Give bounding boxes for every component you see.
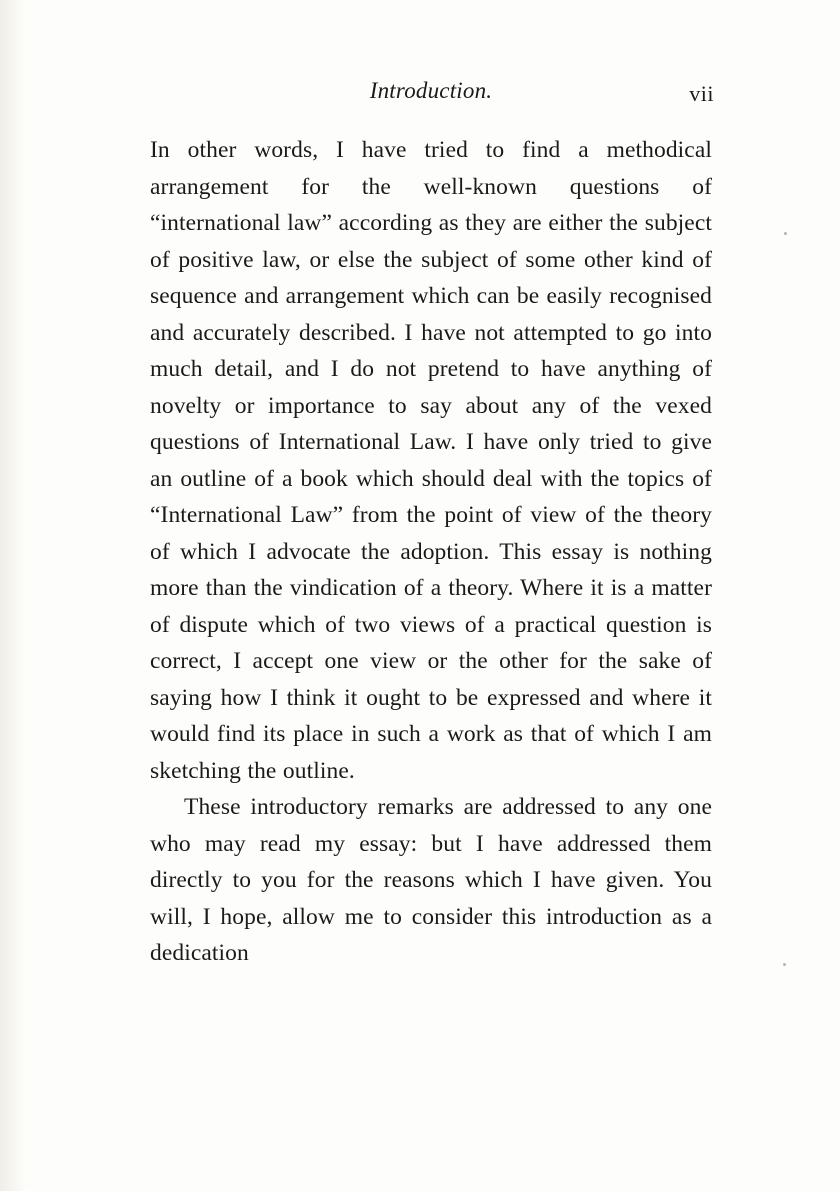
paper-speck-lower [783,963,786,966]
page-gutter-shading [0,0,26,1191]
paragraph-1: In other words, I have tried to find a methodical arrangement for the well-known questions of “international law” according as they are either the subject of positive law, or else the subject of some other kind of sequence and arrangement which can be easily recognised and accurately described. I have not attempted to go into much detail, and I do not pretend to have anything of novelty or importance to say about any of the vexed questions of International Law. I have only tried to give an outline of a book which should deal with the topics of “International Law” from the point of view of the theory of which I advocate the adoption. This essay is nothing more than the vindication of a theory. Where it is a matter of dispute which of two views of a practical question is correct, I accept one view or the other for the sake of saying how I think it ought to be expressed and where it would find its place in such a work as that of which I am sketching the outline. [150,137,712,784]
body-text [150,132,712,972]
page-number: vii [689,81,714,106]
paper-speck-upper [784,232,787,235]
running-title: Introduction. [369,78,493,103]
paragraph-2: These introductory remarks are addressed to any one who may read my essay: but I have addressed them directly to you for the reasons which I have given. You will, I hope, allow me to consider this introduction as a dedication [150,794,712,966]
page-content-area [150,78,712,972]
running-head [150,78,712,118]
